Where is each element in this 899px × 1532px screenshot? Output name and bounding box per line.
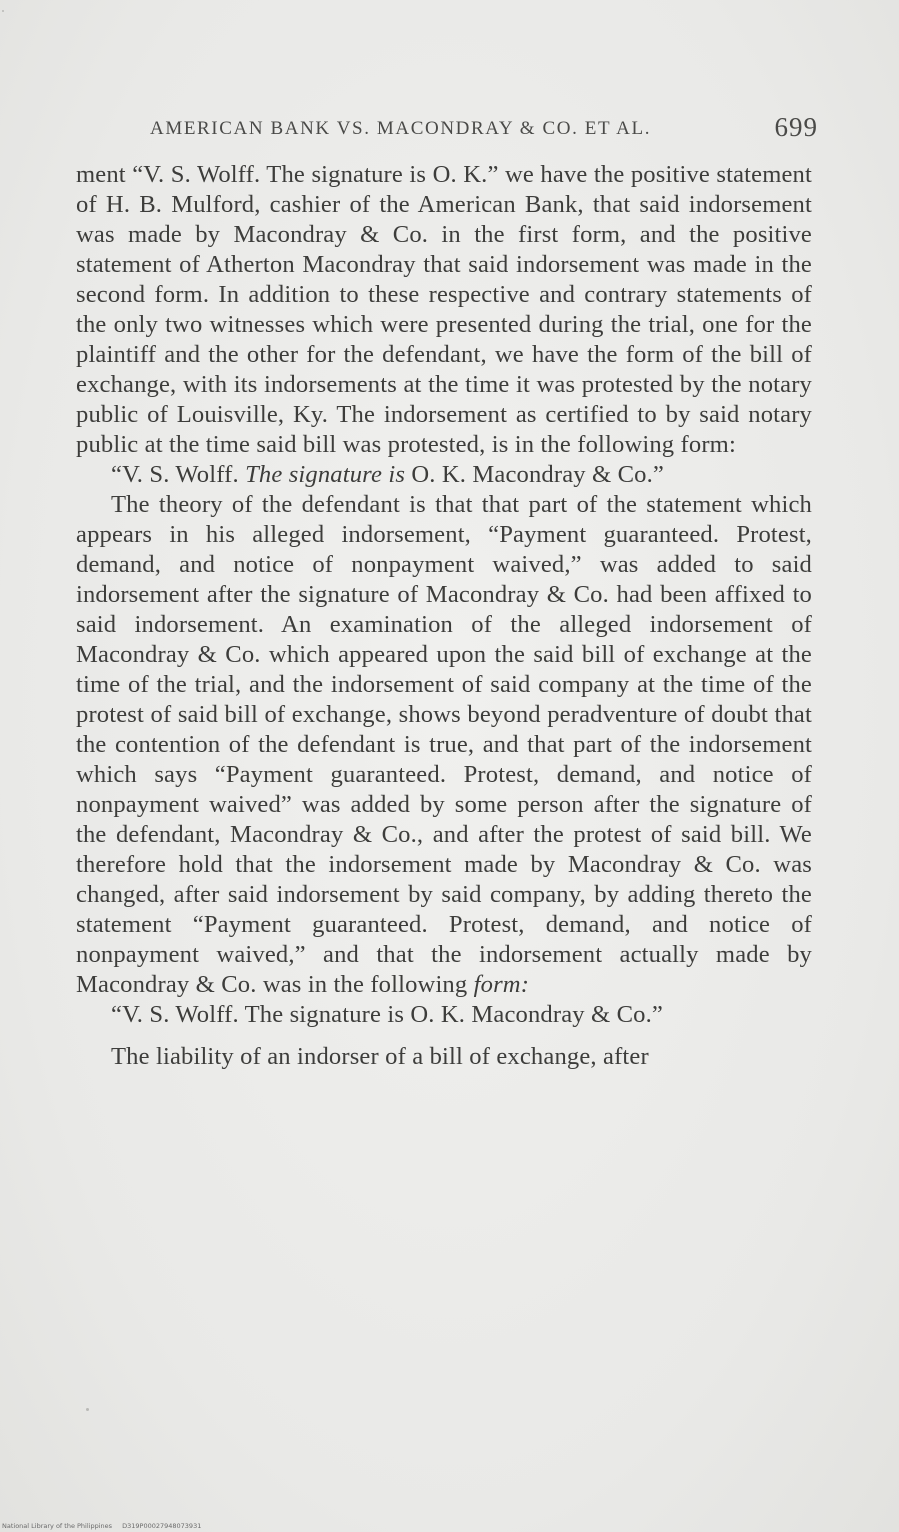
quote-1-ok: O. K. Macondray & Co.” xyxy=(411,461,664,488)
paragraph-3: The liability of an indorser of a bill of exchange, after xyxy=(111,1043,649,1070)
body-text xyxy=(76,160,812,1072)
paper-speck xyxy=(86,1408,89,1411)
paper-speck xyxy=(2,10,4,12)
running-head-title: AMERICAN BANK VS. MACONDRAY & CO. ET AL. xyxy=(150,118,652,139)
quote-2: “V. S. Wolff. The signature is O. K. Macondray & Co.” xyxy=(111,1001,663,1028)
quote-1-signature-phrase: The signature is xyxy=(245,461,406,488)
paragraph-2-form-word: form: xyxy=(473,971,530,998)
page-number: 699 xyxy=(774,112,818,142)
quote-1-name: “V. S. Wolff. xyxy=(111,461,239,488)
paragraph-2-text: The theory of the defendant is that that part of the statement which appears in his alleged indorsement, “Payment guaranteed. Protest, demand, and notice of nonpayment waived,” was added to said indorsement after the signature of Macondray & Co. had been affixed to said indorsement. An examination of the alleged indorsement of Macondray & Co. which appeared upon the said bill of exchange at the time of the trial, and the indorsement of said company at the time of the protest of said bill of exchange, shows beyond peradventure of doubt that the contention of the defendant is true, and that part of the indorsement which says “Payment guaranteed. Protest, demand, and notice of nonpayment waived” was added by some person after the signature of the defendant, Macondray & Co., and after the protest of said bill. We therefore hold that the indorsement made by Macondray & Co. was changed, after said indorsement by said company, by adding thereto the statement “Payment guaranteed. Protest, demand, and notice of nonpayment waived,” and that the indorsement actually made by Macondray & Co. was in the following xyxy=(76,491,812,998)
paragraph-2 xyxy=(76,490,812,1000)
scan-library-name: National Library of the Philippines xyxy=(2,1522,113,1530)
quote-1 xyxy=(76,460,812,490)
paragraph-1: ment “V. S. Wolff. The signature is O. K.” we have the positive statement of H. B. Mulford, cashier of the American Bank, that said indorsement was made by Macondray & Co. in the first form, and the positive statement of Atherton Macondray that said indorsement was made in the second form. In addition to these respective and contrary statements of the only two witnesses which were presented during the trial, one for the plaintiff and the other for the defendant, we have the form of the bill of exchange, with its indorsements at the time it was protested by the notary public of Louisville, Ky. The indorsement as certified to by said notary public at the time said bill was protested, is in the following form: xyxy=(76,161,812,458)
scan-id-code: D319P00027948073931 xyxy=(122,1522,202,1530)
running-head xyxy=(150,112,818,148)
scan-credit xyxy=(2,1522,201,1530)
